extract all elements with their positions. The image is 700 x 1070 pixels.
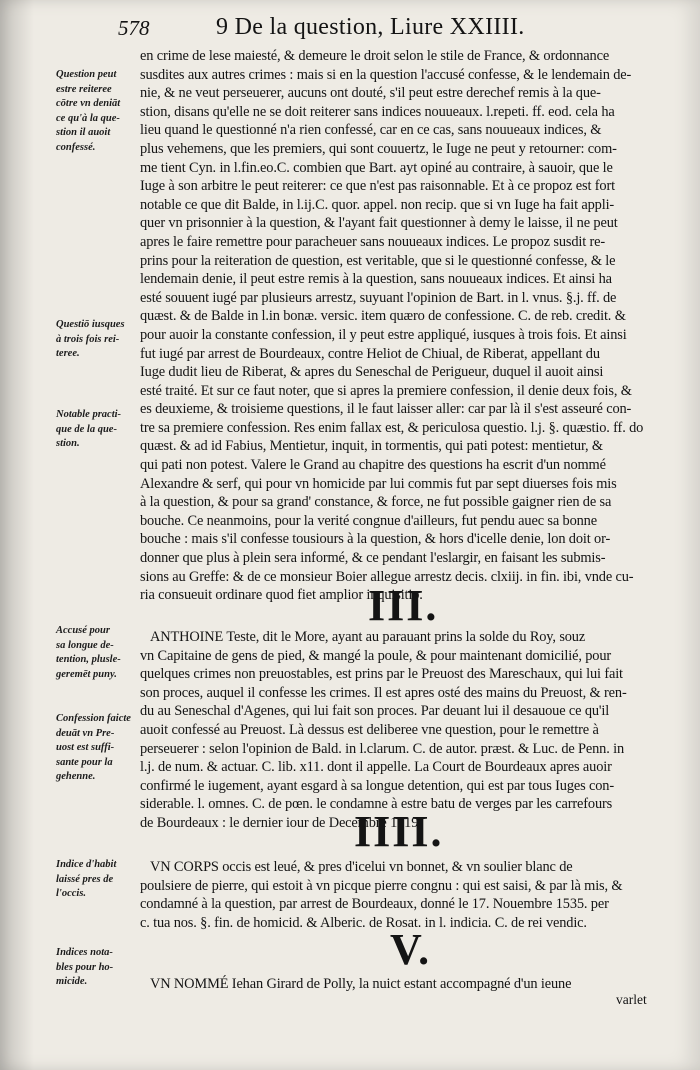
text-line: plus vehemens, que les premiers, qui sont couuertz, le Iuge ne peut y retourner: com- (140, 140, 617, 157)
body-paragraph (140, 628, 660, 833)
text-line: nie, & ne veut perseuerer, aucuns ont douté, s'il peut estre derechef remis à la que- (140, 85, 601, 102)
text-line: tre sa premiere confession. Res enim fallax est, & periculosa questio. l.j. §. quæstio. ff. do (140, 419, 644, 436)
text-line: auoit confessé au Preuost. Là dessus est deliberee vne question, pour le remettre à (140, 721, 599, 738)
text-line: donner que plus à plein sera informé, & ce pendant l'eslargir, en faisant les submis- (140, 550, 606, 567)
text-line: lieu quand le questionné n'a rien confessé, car en ce cas, sans nouueaux indices, & (140, 122, 602, 139)
text-line: stion, disans qu'elle ne se doit reiterer sans indices nouueaux. l.repeti. ff. eod. cela ha (140, 103, 615, 120)
text-line: esté souuent iugé par plusieurs arrestz, suyuant l'opinion de Bart. in l. vnus. §.j. ff. de (140, 289, 617, 306)
text-line: confirmé le iugement, ayant esgard à sa longue detention, qui est par tous Iuges con- (140, 777, 614, 794)
body-paragraph (140, 47, 660, 605)
text-line: es deuxieme, & troisieme questions, il le faut laisser aller: car par là il s'est asseuré con- (140, 401, 632, 418)
text-line: en crime de lese maiesté, & demeure le droit selon le stile de France, & ordonnance (140, 48, 610, 64)
text-line: siderable. l. omnes. C. de pœn. le condamne à estre batu de verges par les carrefours (140, 796, 613, 813)
text-line: sions au Greffe: & de ce monsieur Boier allegue arrestz decis. clxiij. in fin. ibi, vnde cu- (140, 568, 634, 585)
text-line: de Bourdeaux : le dernier iour de Decembre 1519. (140, 814, 422, 831)
text-line: Iuge dudit lieu de Riberat, & apres du Seneschal de Perigueur, duquel il auoit ainsi (140, 364, 604, 381)
margin-note: Confession faicte deuāt vn Pre- uost est suffi- sante pour la gehenne. (56, 713, 131, 782)
text-line: quer vn prisonnier à la question, & l'ayant fait questionner à demy le laisse, il ne peut (140, 215, 618, 232)
body-paragraph (140, 858, 660, 932)
text-line: esté traité. Et sur ce faut noter, que si apres la premiere confession, il denie deux fois, & (140, 382, 632, 399)
text-line: pour auoir la constante confession, il y peut estre appliqué, iusques à trois fois. Et ainsi (140, 326, 627, 343)
text-line: prins pour la reiteration de question, est veritable, que si le questionné confesse, & le (140, 252, 616, 269)
text-line: l.j. de num. & actuar. C. lib. x11. dont il appelle. La Court de Bourdeaux apres auoir (140, 759, 612, 776)
text-line: VN CORPS occis est leué, & pres d'icelui vn bonnet, & vn soulier blanc de (150, 859, 573, 875)
text-line: ANTHOINE Teste, dit le More, ayant au parauant prins la solde du Roy, souz (150, 629, 586, 645)
text-line: c. tua nos. §. fin. de homicid. & Alberic. de Rosat. in l. indicia. C. de rei vendic. (140, 914, 587, 931)
text-line: quæst. & de Balde in l.in bonæ. versic. item quæro de confessione. C. de reb. credit. & (140, 308, 626, 325)
running-head: 9 De la question, Liure XXIIII. (216, 14, 525, 40)
margin-note: Notable practi- que de la que- stion. (56, 409, 122, 449)
text-line: à la question, & pour sa grand' constance, & force, ne fut possible gaigner rien de sa (140, 494, 612, 511)
text-line: perseuerer : selon l'opinion de Bald. in l.clarum. C. de autor. præst. & Luc. de Penn. in (140, 740, 625, 757)
text-line: bouche. Ce neanmoins, pour la verité congnue d'ailleurs, fut pendu auec sa bonne (140, 512, 597, 529)
catchword: varlet (616, 992, 647, 1007)
margin-note: Indices nota- bles pour ho- micide. (56, 947, 114, 987)
text-line: Alexandre & serf, qui pour vn homicide par lui commis fut par sept diuerses fois mis (140, 475, 617, 492)
text-line: quelques crimes non preuostables, est prins par le Preuost des Mareschaux, qui lui fait (140, 666, 623, 683)
text-line: bouche : mais s'il confesse tousiours à la question, & hors d'icelle denie, lon doit or- (140, 531, 611, 548)
text-line: fut iugé par arrest de Bourdeaux, contre Heliot de Chiual, de Riberat, appellant du (140, 345, 600, 362)
body-paragraph (140, 975, 660, 994)
text-line: du au Seneschal d'Agenes, qui lui fait son proces. Par deuant lui il desauoue ce qu'il (140, 703, 610, 720)
margin-note: Questiō iusques à trois fois rei- teree. (56, 319, 125, 359)
page-header (118, 14, 660, 48)
text-line: VN NOMMÉ Iehan Girard de Polly, la nuict estant accompagné d'un ieune (150, 976, 572, 992)
text-line: poulsiere de pierre, qui estoit à vn picque pierre congnu : qui est saisi, & par là mis, & (140, 877, 623, 894)
page-number: 578 (118, 16, 150, 40)
binding-shadow (0, 0, 34, 1070)
section-numeral: III. (368, 581, 439, 630)
text-line: son proces, auquel il confesse les crimes. Il est apres osté des mains du Preuost, & ren- (140, 684, 627, 701)
text-line: apres le faire remettre pour paracheuer sans nouueaux indices. Le propoz susdit re- (140, 233, 606, 250)
margin-note: Indice d'habit laissé pres de l'occis. (56, 859, 117, 899)
margin-note: Accusé pour sa longue de- tention, plusle- geremēt puny. (56, 625, 121, 680)
text-line: condamné à la question, par arrest de Bourdeaux, donné le 17. Nouembre 1535. per (140, 896, 609, 913)
section-numeral: IIII. (354, 807, 444, 856)
text-line: ria consueuit ordinare quod fiet amplior inquisitio. (140, 587, 423, 604)
text-line: qui pati non potest. Valere le Grand au chapitre des questions ha escrit d'un nommé (140, 457, 606, 474)
text-line: lendemain denie, il peut estre remis à la question, sans nouueaux indices. Et ainsi ha (140, 271, 612, 288)
text-line: susdites aux autres crimes : mais si en la question l'accusé confesse, & le lendemain de- (140, 66, 632, 83)
text-line: quæst. & ad id Fabius, Mentietur, inquit, in tormentis, qui pati potest: mentietur, & (140, 438, 603, 455)
text-line: Iuge à son arbitre le peut reiterer: ce que n'est pas raisonnable. Et à ce propoz est fort (140, 178, 615, 195)
text-line: notable ce que dit Balde, in l.ij.C. quor. appel. non recip. que si vn Iuge ha fait appli- (140, 196, 615, 213)
margin-note: Question peut estre reiteree cōtre vn deniāt ce qu'à la que- stion il auoit confessé. (56, 69, 121, 153)
section-numeral: V. (390, 925, 432, 974)
text-line: me tient Cyn. in l.fin.eo.C. combien que Bart. ayt opiné au contraire, à sauoir, que le (140, 159, 613, 176)
text-line: vn Capitaine de gens de pied, & mangé la poule, & pour maintenant domicilié, pour (140, 647, 612, 664)
